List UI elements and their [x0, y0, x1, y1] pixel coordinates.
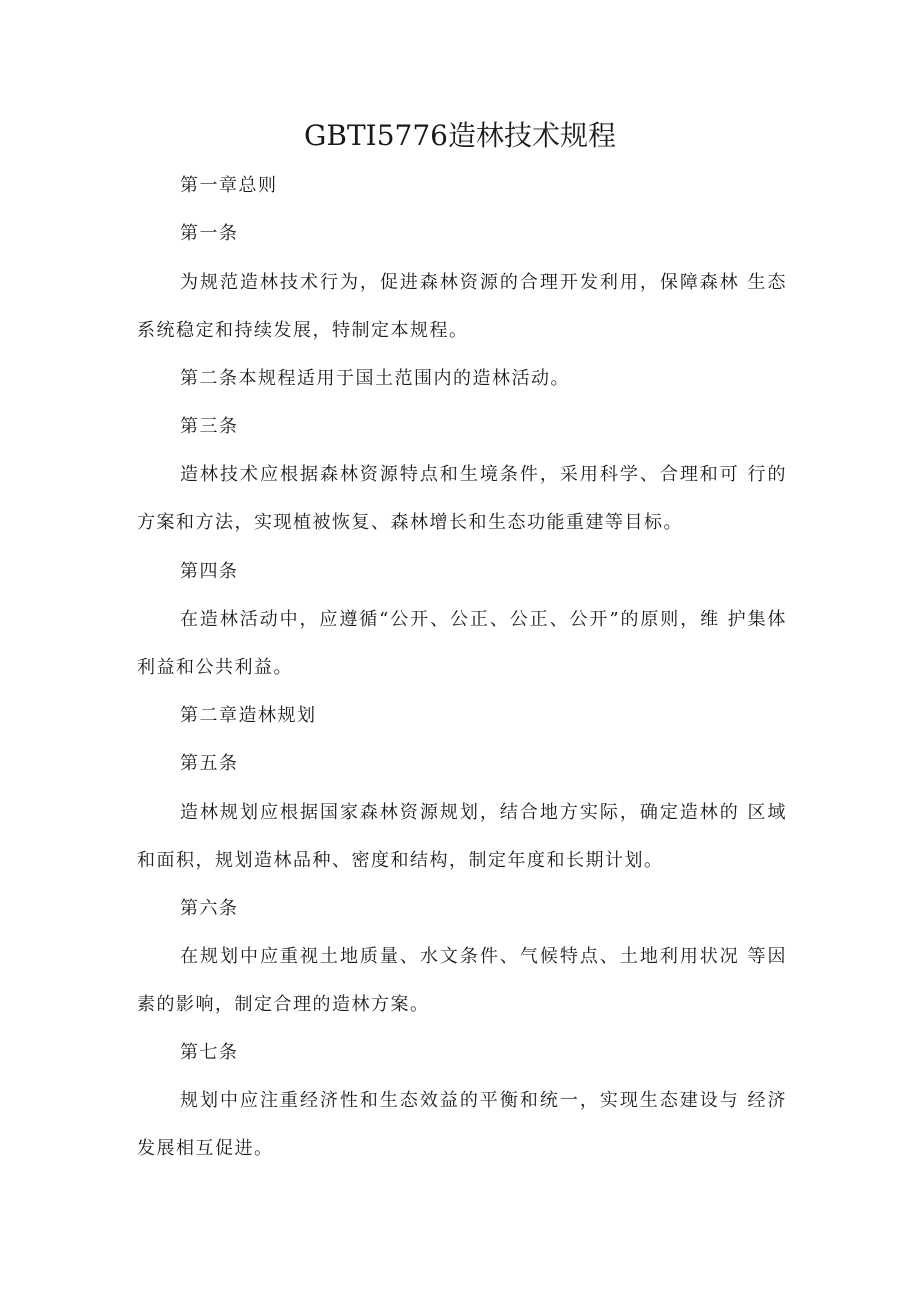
article-2-line: 第二条本规程适用于国土范围内的造林活动。	[180, 368, 570, 389]
article-1-heading: 第一条	[180, 223, 239, 244]
document-title: GBTI5776造林技术规程	[304, 119, 616, 152]
article-5-heading: 第五条	[180, 753, 239, 774]
article-1-text: 为规范造林技术行为，促进森林资源的合理开发利用，保障森林 生态系统稳定和持续发展，特制定本规程。	[137, 272, 787, 341]
article-7-text: 规划中应注重经济性和生态效益的平衡和统一，实现生态建设与 经济发展相互促进。	[137, 1090, 787, 1159]
article-5-text: 造林规划应根据国家森林资源规划，结合地方实际，确定造林的 区域和面积，规划造林品种、密度和结构，制定年度和长期计划。	[137, 802, 787, 871]
article-4-heading: 第四条	[180, 561, 239, 582]
article-6-text: 在规划中应重视土地质量、水文条件、气候特点、土地利用状况 等因素的影响，制定合理的造林方案。	[137, 946, 787, 1015]
article-3-text: 造林技术应根据森林资源特点和生境条件，采用科学、合理和可 行的方案和方法，实现植被恢复、森林增长和生态功能重建等目标。	[137, 464, 787, 533]
article-6-heading: 第六条	[180, 898, 239, 919]
article-7-heading: 第七条	[180, 1042, 239, 1063]
article-3-heading: 第三条	[180, 416, 239, 437]
article-4-text: 在造林活动中，应遵循“公开、公正、公正、公开”的原则，维 护集体利益和公共利益。	[137, 609, 787, 678]
chapter-2-heading: 第二章造林规划	[180, 705, 317, 726]
chapter-1-heading: 第一章总则	[180, 175, 278, 196]
